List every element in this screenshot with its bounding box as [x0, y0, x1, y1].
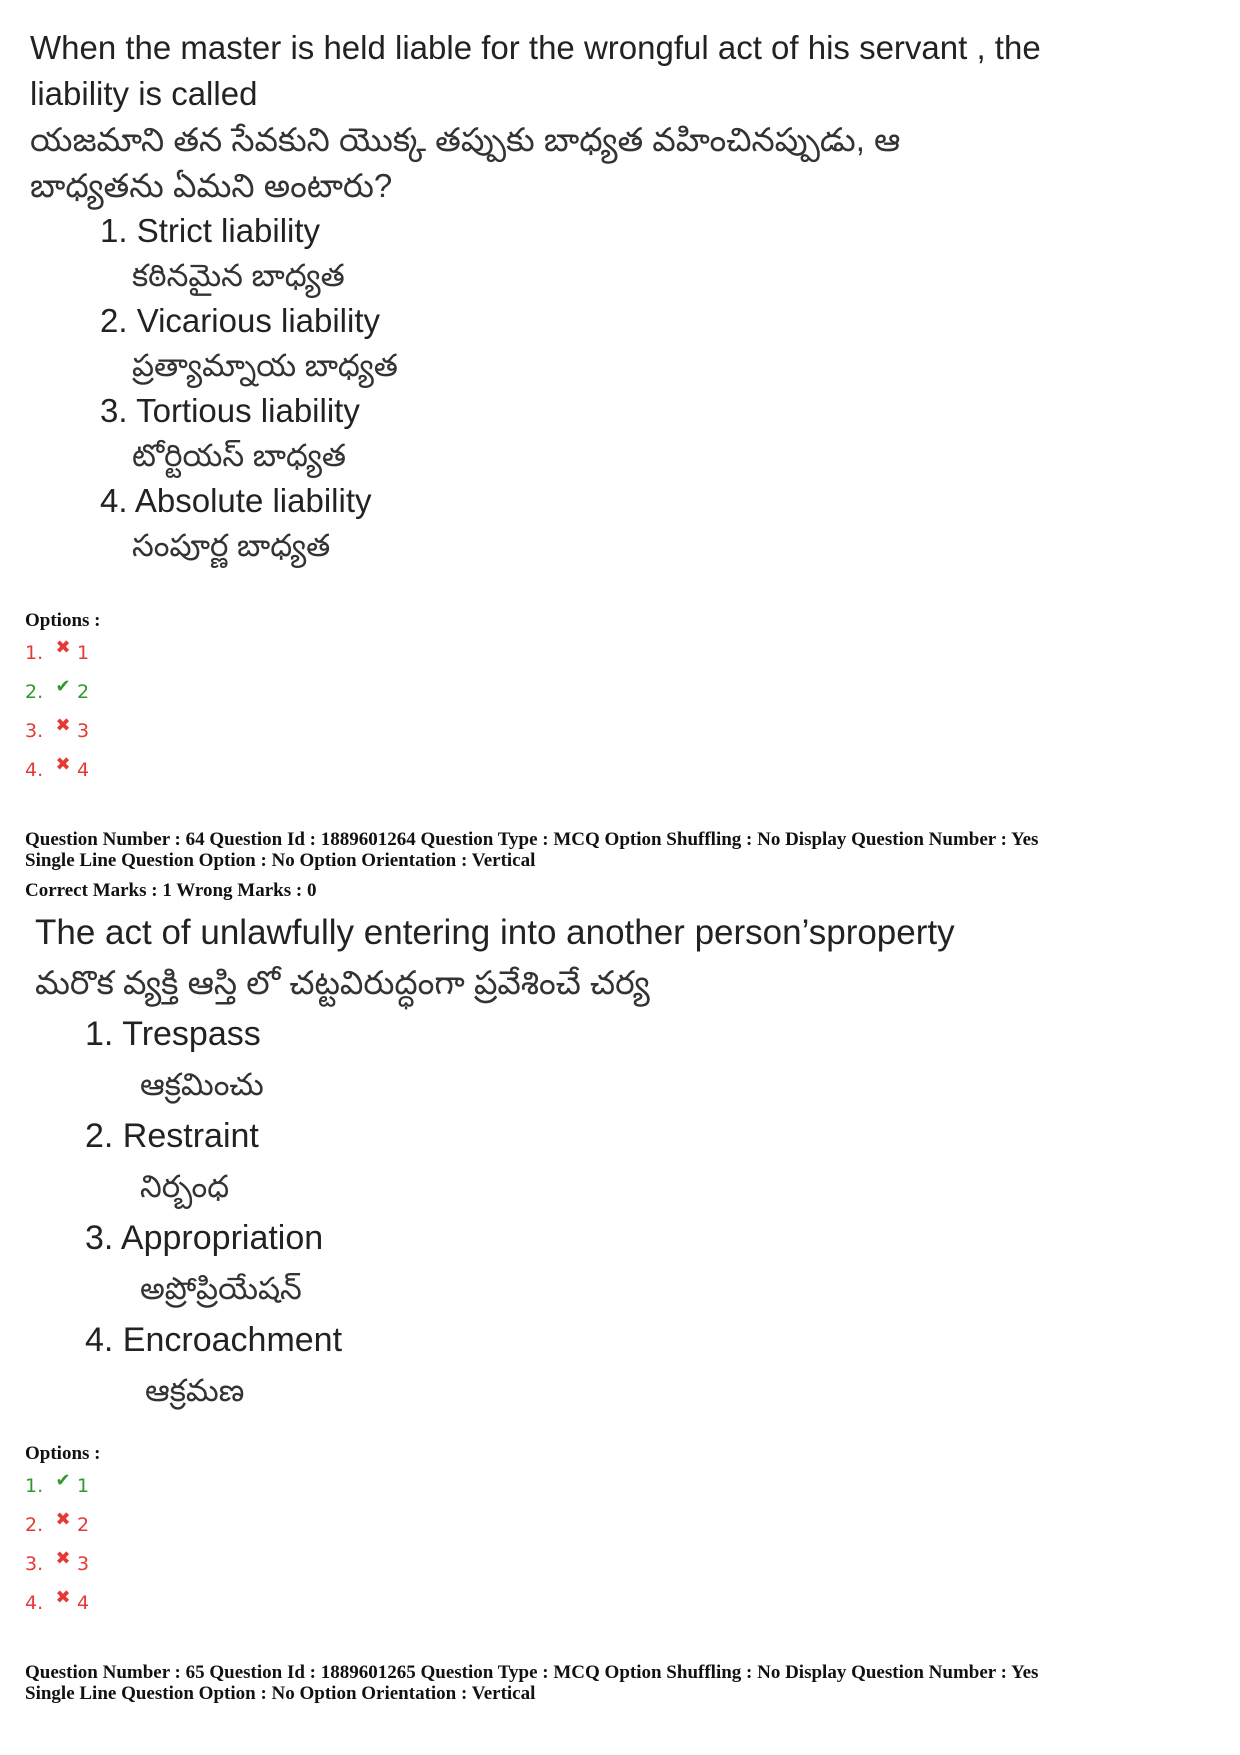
answer-value: 1	[77, 642, 90, 664]
choice-te: టోర్టియస్ బాధ్యత	[132, 438, 347, 473]
options-label: Options :	[25, 610, 101, 631]
cross-icon: ✖	[55, 1547, 71, 1569]
choice-te: ఆక్రమించు	[140, 1067, 264, 1102]
question-63-choice	[100, 389, 1041, 479]
question-63-choice	[100, 209, 1041, 299]
choice-en: 2. Vicarious liability	[100, 302, 381, 339]
question-meta-line2: Single Line Question Option : No Option Orientation : Vertical	[25, 1683, 536, 1704]
answer-number: 2.	[25, 1514, 44, 1536]
question-65-metadata	[25, 1662, 1220, 1704]
answer-option-4	[25, 1586, 90, 1614]
choice-en: 4. Absolute liability	[100, 482, 372, 519]
answer-value: 3	[77, 1553, 90, 1575]
answer-value: 3	[77, 720, 90, 742]
checkmark-icon: ✔	[55, 675, 71, 697]
answer-option-2	[25, 1508, 90, 1536]
question-63-stem-te-line2: బాధ్యతను ఏమని అంటారు?	[30, 167, 393, 204]
choice-te: ఆక్రమణ	[145, 1373, 245, 1408]
cross-icon: ✖	[55, 1508, 71, 1530]
answer-value: 1	[77, 1475, 90, 1497]
question-64-choice	[85, 1212, 955, 1314]
answer-number: 4.	[25, 1592, 44, 1614]
question-64-marks: Correct Marks : 1 Wrong Marks : 0	[25, 880, 317, 901]
question-64-metadata	[25, 829, 1220, 871]
question-meta-line2: Single Line Question Option : No Option Orientation : Vertical	[25, 850, 536, 871]
choice-en: 4. Encroachment	[85, 1321, 343, 1359]
question-63-stem-en-line1: When the master is held liable for the wrongful act of his servant , the	[30, 29, 1041, 66]
choice-te: సంపూర్ణ బాధ్యత	[132, 528, 331, 563]
choice-te: అప్రోప్రియేషన్	[140, 1271, 302, 1306]
choice-en: 3. Appropriation	[85, 1219, 324, 1257]
answer-number: 3.	[25, 1553, 44, 1575]
question-63-stem-te-line1: యజమాని తన సేవకుని యొక్క తప్పుకు బాధ్యత వహించినప్పుడు, ఆ	[30, 121, 901, 158]
choice-en: 3. Tortious liability	[100, 392, 360, 429]
choice-te: కఠినమైన బాధ్యత	[132, 258, 345, 293]
cross-icon: ✖	[55, 714, 71, 736]
answer-number: 2.	[25, 681, 44, 703]
choice-en: 1. Trespass	[85, 1015, 261, 1053]
choice-en: 2. Restraint	[85, 1117, 259, 1155]
question-64-stem-te: మరొక వ్యక్తి ఆస్తి లో చట్టవిరుద్ధంగా ప్రవేశించే చర్య	[35, 964, 650, 1001]
question-63-stem-en-line2: liability is called	[30, 75, 258, 112]
question-64-image	[35, 908, 955, 1416]
choice-te: ప్రత్యామ్నాయ బాధ్యత	[132, 348, 398, 383]
question-63-choice-list	[100, 209, 1041, 569]
answer-value: 2	[77, 681, 90, 703]
question-63-choice	[100, 299, 1041, 389]
question-64-choice	[85, 1008, 955, 1110]
answer-option-2	[25, 675, 90, 703]
checkmark-icon: ✔	[55, 1469, 71, 1491]
options-label: Options :	[25, 1443, 101, 1464]
question-64-choice-list	[85, 1008, 955, 1416]
cross-icon: ✖	[55, 1586, 71, 1608]
question-meta-line1: Question Number : 65 Question Id : 1889601265 Question Type : MCQ Option Shuffling : No Display Question Number : Yes	[25, 1662, 1039, 1683]
question-63-image	[30, 25, 1041, 569]
answer-number: 1.	[25, 642, 44, 664]
cross-icon: ✖	[55, 753, 71, 775]
question-64-choice	[85, 1314, 955, 1416]
question-64-stem-en: The act of unlawfully entering into another person’sproperty	[35, 913, 955, 952]
cross-icon: ✖	[55, 636, 71, 658]
answer-option-4	[25, 753, 90, 781]
choice-en: 1. Strict liability	[100, 212, 321, 249]
answer-value: 4	[77, 1592, 90, 1614]
question-64-choice	[85, 1110, 955, 1212]
answer-option-1	[25, 1469, 90, 1497]
answer-value: 2	[77, 1514, 90, 1536]
choice-te: నిర్బంధ	[140, 1169, 230, 1204]
answer-option-3	[25, 714, 90, 742]
answer-option-1	[25, 636, 90, 664]
question-63-choice	[100, 479, 1041, 569]
answer-number: 1.	[25, 1475, 44, 1497]
question-meta-line1: Question Number : 64 Question Id : 1889601264 Question Type : MCQ Option Shuffling : No Display Question Number : Yes	[25, 829, 1039, 850]
answer-option-3	[25, 1547, 90, 1575]
answer-value: 4	[77, 759, 90, 781]
answer-number: 3.	[25, 720, 44, 742]
answer-number: 4.	[25, 759, 44, 781]
